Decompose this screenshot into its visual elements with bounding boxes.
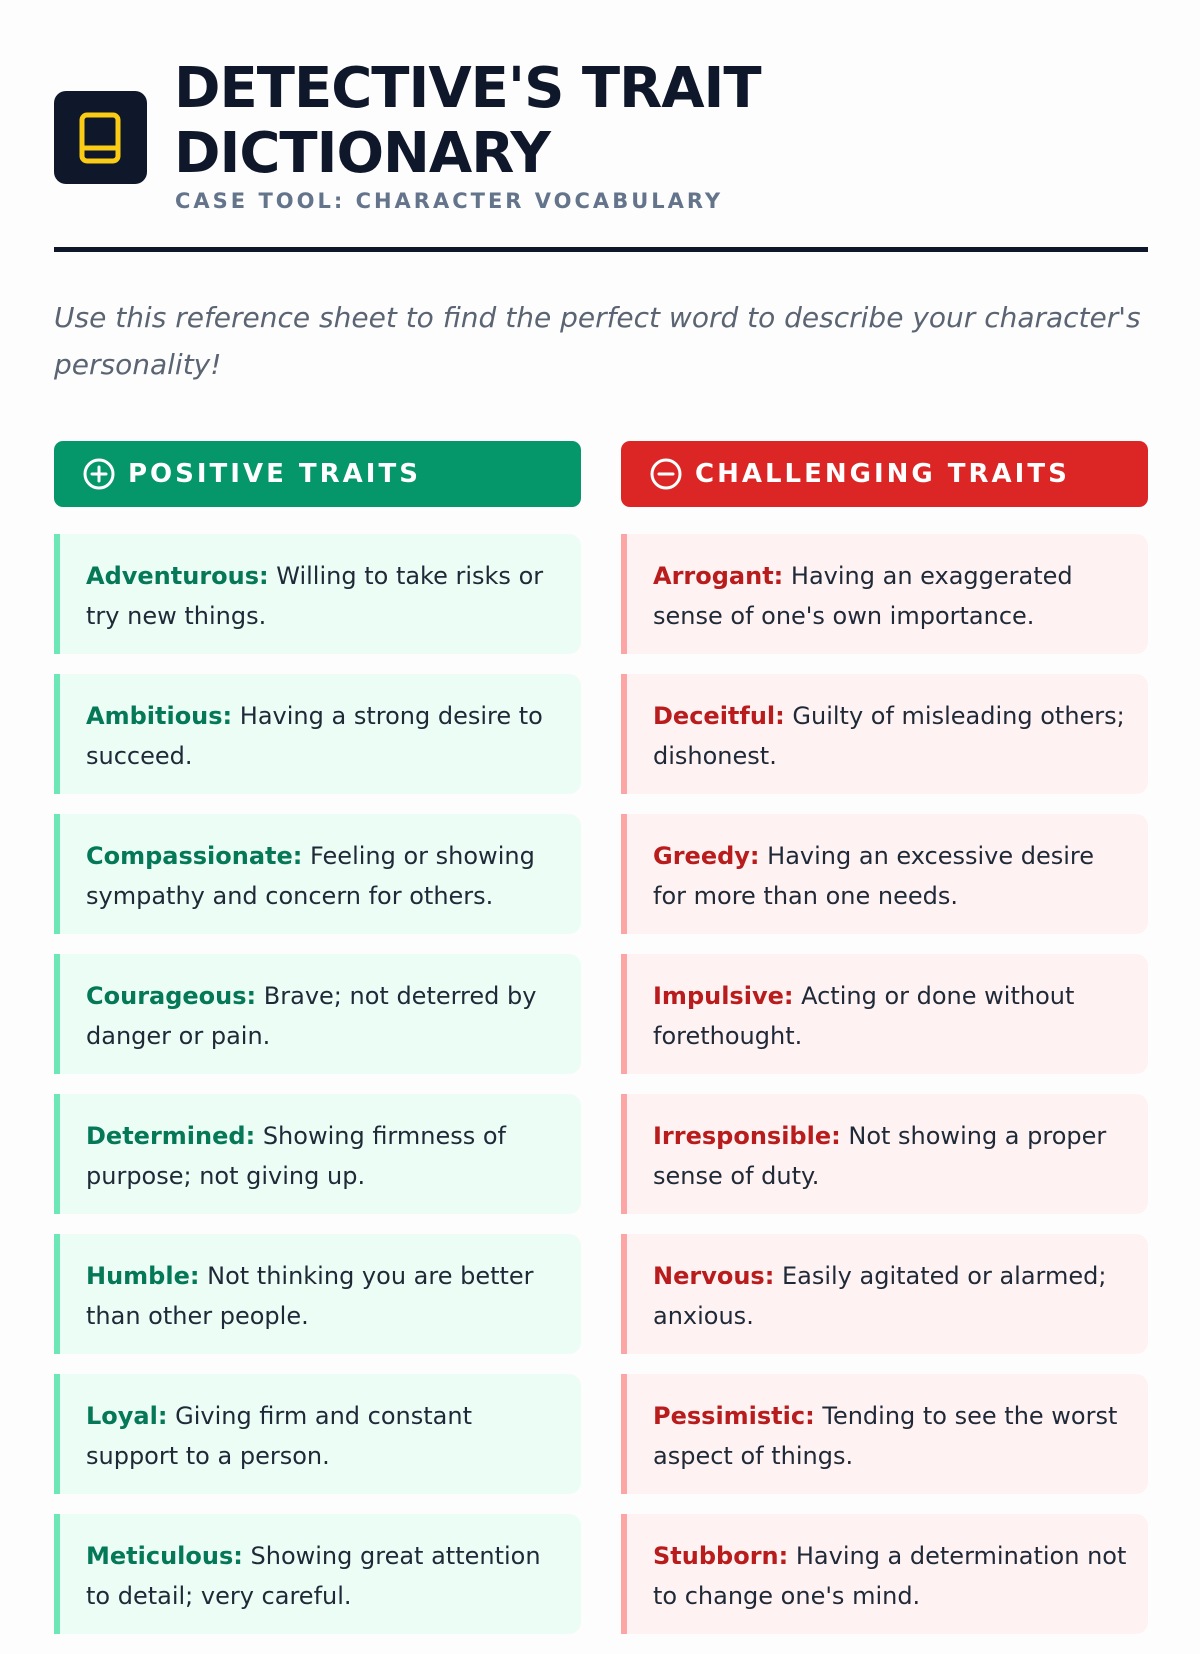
minus-circle-icon (649, 457, 683, 491)
logo (54, 91, 147, 184)
trait-term: Humble: (86, 1262, 200, 1290)
positive-trait-card (54, 1514, 581, 1634)
challenging-trait-card (621, 1374, 1148, 1494)
trait-term: Nervous: (653, 1262, 775, 1290)
trait-term: Compassionate: (86, 842, 303, 870)
trait-definition: Acting or done without forethought. (653, 982, 1075, 1050)
trait-term: Pessimistic: (653, 1402, 815, 1430)
positive-trait-card (54, 814, 581, 934)
challenging-traits-header (621, 441, 1148, 507)
positive-trait-card (54, 1094, 581, 1214)
challenging-trait-card (621, 1234, 1148, 1354)
trait-definition: Having an excessive desire for more than one needs. (653, 842, 1095, 910)
trait-definition: Willing to take risks or try new things. (86, 562, 544, 630)
plus-circle-icon (82, 457, 116, 491)
challenging-traits-column (621, 441, 1148, 1654)
trait-definition: Having an exaggerated sense of one's own importance. (653, 562, 1073, 630)
trait-term: Courageous: (86, 982, 257, 1010)
trait-term: Ambitious: (86, 702, 233, 730)
trait-term: Adventurous: (86, 562, 269, 590)
trait-term: Greedy: (653, 842, 760, 870)
trait-term: Stubborn: (653, 1542, 789, 1570)
header-divider (54, 247, 1148, 252)
trait-definition: Feeling or showing sympathy and concern for others. (86, 842, 535, 910)
positive-trait-card (54, 954, 581, 1074)
positive-trait-card (54, 1234, 581, 1354)
trait-term: Irresponsible: (653, 1122, 841, 1150)
trait-definition: Not showing a proper sense of duty. (653, 1122, 1107, 1190)
challenging-trait-card (621, 534, 1148, 654)
trait-definition: Showing great attention to detail; very careful. (86, 1542, 541, 1610)
trait-term: Arrogant: (653, 562, 784, 590)
trait-term: Determined: (86, 1122, 256, 1150)
intro-text: Use this reference sheet to find the perfect word to describe your character's personality! (54, 301, 1141, 381)
trait-term: Loyal: (86, 1402, 168, 1430)
trait-definition: Showing firmness of purpose; not giving up. (86, 1122, 506, 1190)
positive-traits-label: POSITIVE TRAITS (128, 459, 421, 489)
page-subtitle: CASE TOOL: CHARACTER VOCABULARY (175, 189, 724, 213)
challenging-trait-card (621, 674, 1148, 794)
challenging-trait-card (621, 1514, 1148, 1634)
positive-traits-header (54, 441, 581, 507)
challenging-traits-label: CHALLENGING TRAITS (695, 459, 1070, 489)
challenging-trait-card (621, 814, 1148, 934)
challenging-trait-card (621, 954, 1148, 1074)
trait-definition: Tending to see the worst aspect of things. (653, 1402, 1118, 1470)
trait-term: Meticulous: (86, 1542, 243, 1570)
page-title: DETECTIVE'S TRAIT DICTIONARY (174, 56, 761, 186)
positive-trait-card (54, 1374, 581, 1494)
trait-definition: Guilty of misleading others; dishonest. (653, 702, 1125, 770)
trait-definition: Brave; not deterred by danger or pain. (86, 982, 537, 1050)
header (54, 56, 1148, 216)
trait-definition: Easily agitated or alarmed; anxious. (653, 1262, 1107, 1330)
positive-traits-column (54, 441, 581, 1654)
trait-definition: Not thinking you are better than other people. (86, 1262, 534, 1330)
trait-definition: Giving firm and constant support to a person. (86, 1402, 472, 1470)
trait-term: Impulsive: (653, 982, 794, 1010)
positive-trait-card (54, 674, 581, 794)
trait-definition: Having a strong desire to succeed. (86, 702, 543, 770)
challenging-trait-card (621, 1094, 1148, 1214)
trait-definition: Having a determination not to change one's mind. (653, 1542, 1127, 1610)
book-icon (79, 112, 121, 164)
positive-trait-card (54, 534, 581, 654)
trait-term: Deceitful: (653, 702, 785, 730)
